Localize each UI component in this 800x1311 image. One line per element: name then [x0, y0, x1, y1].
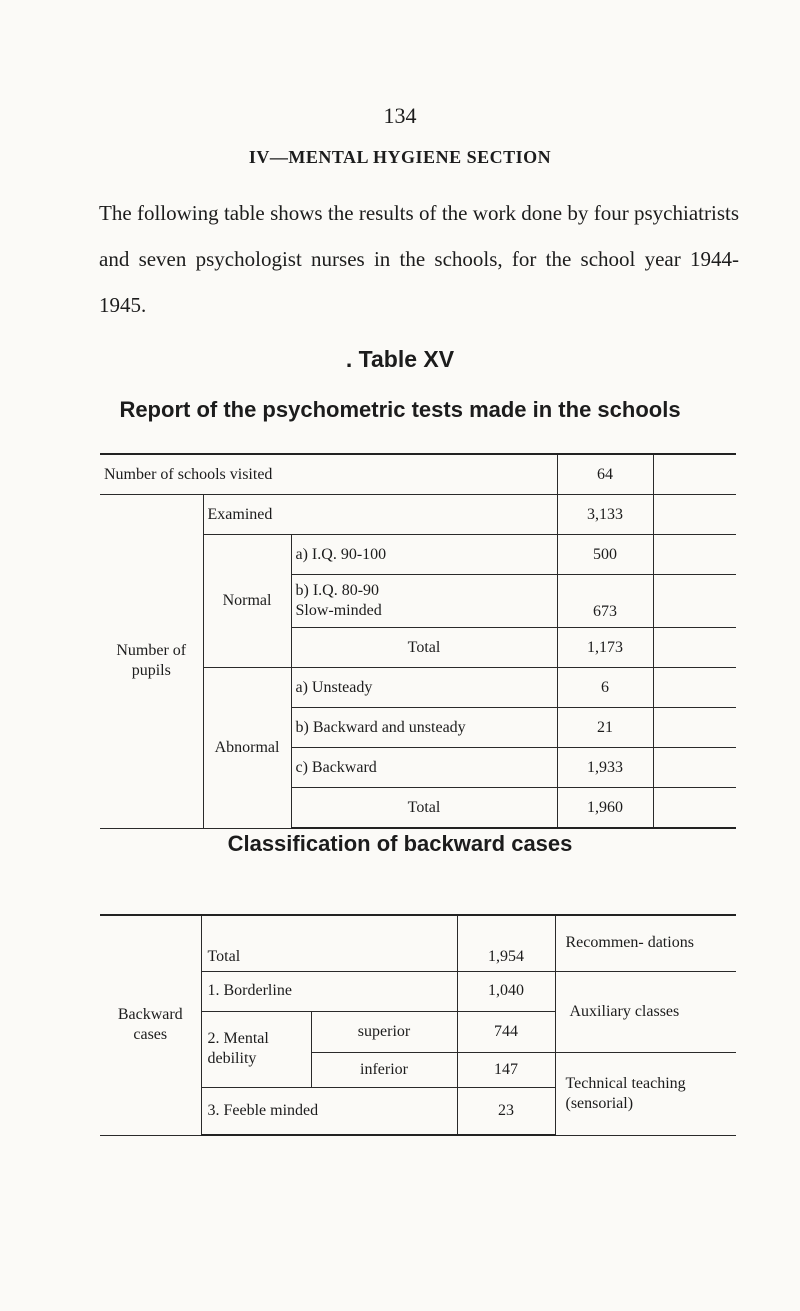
feeble-minded-value: 23 — [457, 1087, 555, 1135]
superior-value: 744 — [457, 1011, 555, 1052]
normal-total-value: 1,173 — [557, 628, 653, 668]
backward-classification-table — [100, 914, 736, 1136]
schools-visited-value: 64 — [557, 454, 653, 495]
total-value: 1,954 — [457, 915, 555, 971]
empty-cell — [653, 535, 736, 575]
abnormal-row-label: a) Unsteady — [291, 668, 557, 708]
empty-cell — [653, 708, 736, 748]
empty-cell — [653, 454, 736, 495]
empty-cell — [653, 668, 736, 708]
mental-debility-label: 2. Mental debility — [201, 1011, 311, 1087]
abnormal-total-label: Total — [291, 788, 557, 829]
empty-cell — [653, 748, 736, 788]
abnormal-row-label: b) Backward and unsteady — [291, 708, 557, 748]
borderline-value: 1,040 — [457, 971, 555, 1011]
abnormal-label: Abnormal — [203, 668, 291, 829]
inferior-value: 147 — [457, 1052, 555, 1087]
psychometric-report-table — [100, 453, 736, 829]
borderline-label: 1. Borderline — [201, 971, 457, 1011]
schools-visited-label: Number of schools visited — [100, 454, 557, 495]
abnormal-total-value: 1,960 — [557, 788, 653, 829]
abnormal-row-label: c) Backward — [291, 748, 557, 788]
table-title: . Table XV — [345, 346, 455, 372]
abnormal-row-value: 21 — [557, 708, 653, 748]
pupils-label: Number of pupils — [100, 495, 203, 829]
report-title: Report of the psychometric tests made in the schools — [119, 397, 681, 422]
intro-paragraph: The following table shows the results of the work done by four psychiatrists and seven psychologist nurses in the schools, for the school year 1944-1945. — [99, 201, 739, 317]
abnormal-row-value: 1,933 — [557, 748, 653, 788]
normal-row-label: a) I.Q. 90-100 — [291, 535, 557, 575]
section-title: IV—MENTAL HYGIENE SECTION — [248, 147, 552, 167]
backward-cases-label: Backward cases — [100, 915, 201, 1135]
examined-label: Examined — [203, 495, 557, 535]
inferior-label: inferior — [311, 1052, 457, 1087]
auxiliary-classes: Auxiliary classes — [555, 971, 736, 1052]
table-row — [100, 495, 736, 535]
classification-title: Classification of backward cases — [227, 831, 573, 856]
normal-total-label: Total — [291, 628, 557, 668]
normal-row-value: 673 — [557, 575, 653, 628]
abnormal-row-value: 6 — [557, 668, 653, 708]
table-row — [100, 915, 736, 971]
total-label: Total — [201, 915, 457, 971]
feeble-minded-label: 3. Feeble minded — [201, 1087, 457, 1135]
page-number: 134 — [383, 103, 417, 128]
normal-row-value: 500 — [557, 535, 653, 575]
normal-label: Normal — [203, 535, 291, 668]
technical-teaching: Technical teaching (sensorial) — [555, 1052, 736, 1135]
recommendations-header: Recommen- dations — [555, 915, 736, 971]
empty-cell — [653, 788, 736, 829]
examined-value: 3,133 — [557, 495, 653, 535]
superior-label: superior — [311, 1011, 457, 1052]
normal-row-label: b) I.Q. 80-90 Slow-minded — [291, 575, 557, 628]
empty-cell — [653, 575, 736, 628]
empty-cell — [653, 495, 736, 535]
empty-cell — [653, 628, 736, 668]
table-row — [100, 454, 736, 495]
